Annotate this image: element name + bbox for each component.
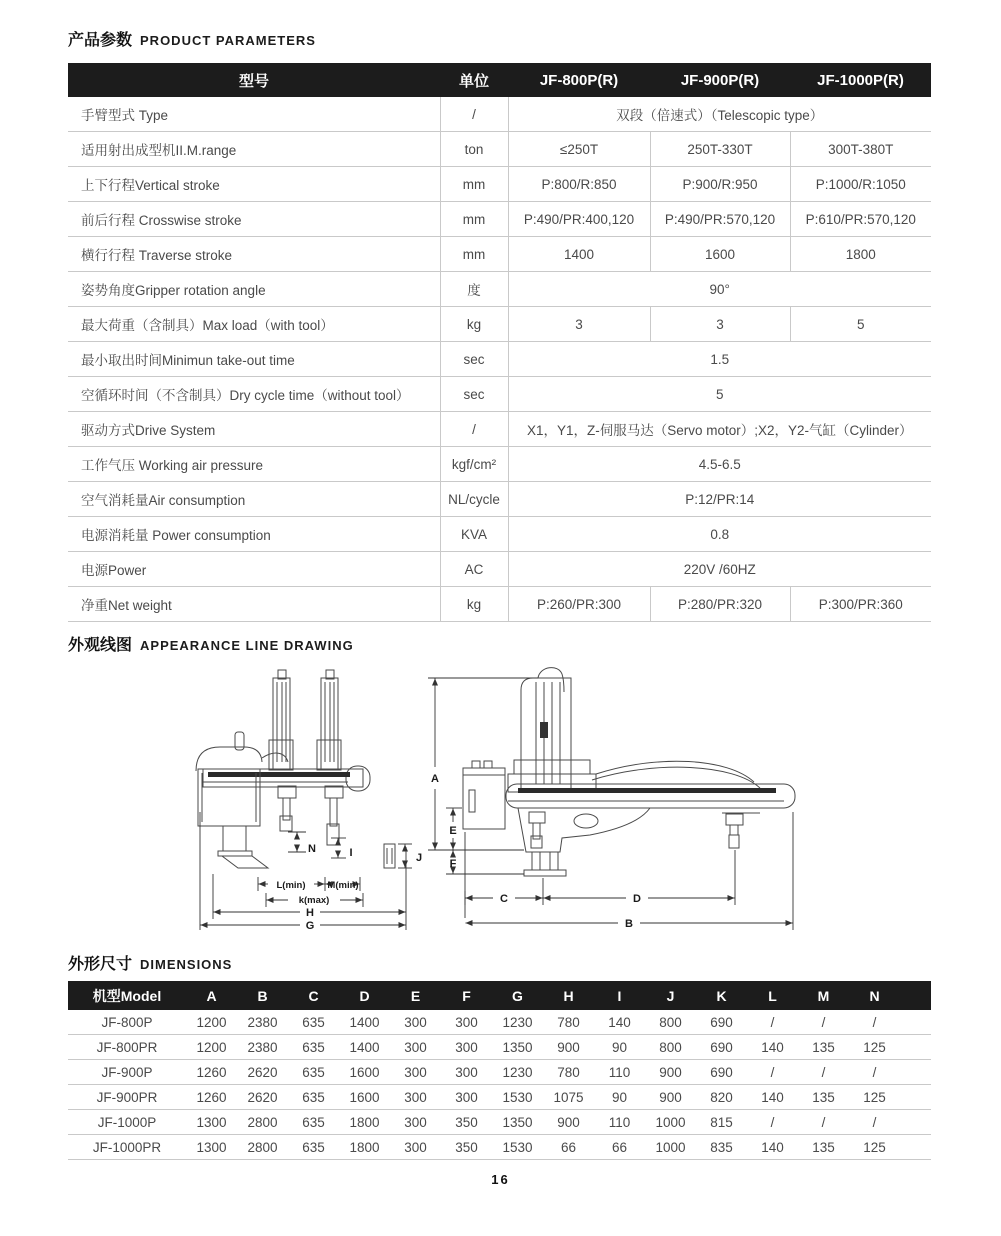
param-value-span: 4.5-6.5	[508, 447, 931, 482]
param-value: ≤250T	[508, 132, 650, 167]
param-label: 适用射出成型机II.M.range	[68, 132, 440, 167]
dims-row	[68, 1035, 931, 1060]
params-header-cell: JF-900P(R)	[650, 63, 790, 97]
dims-model: JF-800P	[68, 1010, 186, 1035]
param-value-span: 90°	[508, 272, 931, 307]
param-value: 1600	[650, 237, 790, 272]
section-title-dimensions	[68, 951, 232, 974]
section-title-zh: 外观线图	[68, 637, 133, 654]
dim-label-j: J	[415, 852, 423, 864]
dims-value: 90	[594, 1035, 645, 1060]
params-header-cell: JF-800P(R)	[508, 63, 650, 97]
dims-value: 1200	[186, 1010, 237, 1035]
param-label: 横行行程 Traverse stroke	[68, 237, 440, 272]
dimensions-table	[68, 981, 931, 1160]
param-value: P:260/PR:300	[508, 587, 650, 622]
dims-value: /	[849, 1060, 900, 1085]
param-value-span: P:12/PR:14	[508, 482, 931, 517]
dim-label-kmax: k(max)	[298, 895, 330, 906]
param-value: P:280/PR:320	[650, 587, 790, 622]
dims-header-cell: N	[849, 981, 900, 1010]
dim-label-d: D	[633, 893, 641, 905]
param-unit: mm	[440, 167, 508, 202]
param-label: 最小取出时间Minimun take-out time	[68, 342, 440, 377]
dims-header-cell: J	[645, 981, 696, 1010]
dims-value: 1600	[339, 1060, 390, 1085]
dims-value: 635	[288, 1110, 339, 1135]
dims-value: 2800	[237, 1135, 288, 1160]
dims-value: 900	[645, 1060, 696, 1085]
dims-value: 300	[390, 1060, 441, 1085]
dims-header-cell: L	[747, 981, 798, 1010]
dims-value: 635	[288, 1085, 339, 1110]
param-row	[68, 517, 931, 552]
param-value-span: 220V /60HZ	[508, 552, 931, 587]
dims-value: 125	[849, 1035, 900, 1060]
dims-value: 2800	[237, 1110, 288, 1135]
param-value: 250T-330T	[650, 132, 790, 167]
dim-label-e: E	[449, 825, 457, 837]
param-label: 空气消耗量Air consumption	[68, 482, 440, 517]
param-unit: kg	[440, 587, 508, 622]
dims-value: 690	[696, 1060, 747, 1085]
param-unit: mm	[440, 237, 508, 272]
dims-value: 125	[849, 1085, 900, 1110]
dims-model: JF-900P	[68, 1060, 186, 1085]
param-unit: mm	[440, 202, 508, 237]
dims-value: 2380	[237, 1010, 288, 1035]
param-row	[68, 377, 931, 412]
param-row	[68, 202, 931, 237]
dims-value: 1800	[339, 1110, 390, 1135]
param-row	[68, 307, 931, 342]
dims-value: 300	[390, 1135, 441, 1160]
param-value-span: 0.8	[508, 517, 931, 552]
dims-value: 1300	[186, 1135, 237, 1160]
dims-header-cell: B	[237, 981, 288, 1010]
section-title-zh: 产品参数	[68, 32, 133, 49]
dims-value: 1230	[492, 1010, 543, 1035]
params-header-cell: 型号	[68, 63, 440, 97]
param-unit: kgf/cm²	[440, 447, 508, 482]
dims-header-cell: H	[543, 981, 594, 1010]
dims-value: 2620	[237, 1085, 288, 1110]
dims-header-cell: K	[696, 981, 747, 1010]
dims-table-header	[68, 981, 931, 1010]
dims-value: 690	[696, 1035, 747, 1060]
dims-header-cell: G	[492, 981, 543, 1010]
dims-header-cell: I	[594, 981, 645, 1010]
dims-header-cell: 机型Model	[68, 981, 186, 1010]
param-row	[68, 167, 931, 202]
dims-value: 140	[594, 1010, 645, 1035]
dims-row	[68, 1010, 931, 1035]
dims-value: 66	[543, 1135, 594, 1160]
dims-value: 900	[543, 1110, 594, 1135]
section-title-zh: 外形尺寸	[68, 956, 133, 973]
dims-spacer	[900, 1135, 931, 1160]
dims-value: 815	[696, 1110, 747, 1135]
param-unit: sec	[440, 342, 508, 377]
dims-value: 1200	[186, 1035, 237, 1060]
dims-value: /	[747, 1010, 798, 1035]
dims-value: 1000	[645, 1110, 696, 1135]
params-table-body	[68, 97, 931, 622]
dim-label-n: N	[308, 843, 316, 855]
dims-row	[68, 1135, 931, 1160]
param-label: 手臂型式 Type	[68, 97, 440, 132]
dim-label-mmin: M(min)	[327, 880, 359, 891]
dims-value: 1230	[492, 1060, 543, 1085]
dims-value: 780	[543, 1010, 594, 1035]
param-label: 前后行程 Crosswise stroke	[68, 202, 440, 237]
param-value: 5	[790, 307, 931, 342]
param-row	[68, 447, 931, 482]
params-table-header	[68, 63, 931, 97]
dims-value: 140	[747, 1035, 798, 1060]
dims-value: /	[849, 1010, 900, 1035]
dims-value: 690	[696, 1010, 747, 1035]
dims-row	[68, 1060, 931, 1085]
dims-value: 135	[798, 1135, 849, 1160]
dims-value: 1800	[339, 1135, 390, 1160]
section-title-en: APPEARANCE LINE DRAWING	[140, 638, 354, 653]
dims-value: 900	[543, 1035, 594, 1060]
dims-value: 1600	[339, 1085, 390, 1110]
dims-row	[68, 1085, 931, 1110]
appearance-line-drawing	[188, 662, 813, 947]
param-value: 1800	[790, 237, 931, 272]
dims-value: 300	[390, 1035, 441, 1060]
param-value: P:300/PR:360	[790, 587, 931, 622]
dims-value: 780	[543, 1060, 594, 1085]
dimension-lines	[200, 678, 793, 930]
dims-value: 820	[696, 1085, 747, 1110]
dims-value: /	[798, 1110, 849, 1135]
dims-header-cell: E	[390, 981, 441, 1010]
dims-value: 350	[441, 1110, 492, 1135]
param-unit: kg	[440, 307, 508, 342]
dims-value: 1350	[492, 1035, 543, 1060]
dims-value: 110	[594, 1060, 645, 1085]
dims-value: 300	[441, 1010, 492, 1035]
dims-spacer	[900, 1060, 931, 1085]
dims-model: JF-1000PR	[68, 1135, 186, 1160]
param-value: P:490/PR:400,120	[508, 202, 650, 237]
dims-value: /	[747, 1110, 798, 1135]
dims-value: 90	[594, 1085, 645, 1110]
dims-value: 66	[594, 1135, 645, 1160]
param-unit: /	[440, 412, 508, 447]
param-value-span: X1，Y1，Z-伺服马达（Servo motor）;X2，Y2-气缸（Cylinder）	[508, 412, 931, 447]
dims-value: 125	[849, 1135, 900, 1160]
param-row	[68, 587, 931, 622]
dims-value: 800	[645, 1035, 696, 1060]
param-unit: KVA	[440, 517, 508, 552]
dims-value: 300	[390, 1085, 441, 1110]
dims-value: /	[849, 1110, 900, 1135]
dims-value: 350	[441, 1135, 492, 1160]
param-row	[68, 272, 931, 307]
dims-model: JF-1000P	[68, 1110, 186, 1135]
dims-value: 1000	[645, 1135, 696, 1160]
dims-value: 635	[288, 1060, 339, 1085]
param-value: 3	[508, 307, 650, 342]
dims-value: 110	[594, 1110, 645, 1135]
param-unit: sec	[440, 377, 508, 412]
param-label: 电源Power	[68, 552, 440, 587]
side-view-line-art	[463, 668, 795, 876]
dim-label-a: A	[431, 773, 439, 785]
param-value: P:1000/R:1050	[790, 167, 931, 202]
dims-table-body	[68, 1010, 931, 1160]
param-row	[68, 412, 931, 447]
param-label: 净重Net weight	[68, 587, 440, 622]
params-header-row	[68, 63, 931, 97]
dimension-labels	[276, 773, 641, 932]
front-view-line-art	[196, 670, 395, 868]
dims-spacer	[900, 1010, 931, 1035]
dims-value: 2380	[237, 1035, 288, 1060]
dim-label-h: H	[306, 907, 314, 919]
dim-label-i: I	[349, 847, 353, 859]
param-unit: AC	[440, 552, 508, 587]
param-row	[68, 132, 931, 167]
dims-value: 140	[747, 1085, 798, 1110]
param-value: P:610/PR:570,120	[790, 202, 931, 237]
dims-value: 835	[696, 1135, 747, 1160]
param-label: 空循环时间（不含制具）Dry cycle time（without tool）	[68, 377, 440, 412]
dims-value: 300	[441, 1085, 492, 1110]
param-label: 最大荷重（含制具）Max load（with tool）	[68, 307, 440, 342]
dims-value: /	[798, 1010, 849, 1035]
dims-value: 1400	[339, 1035, 390, 1060]
dims-spacer	[900, 1035, 931, 1060]
dims-value: 300	[390, 1010, 441, 1035]
dims-value: 635	[288, 1035, 339, 1060]
dim-label-f: F	[449, 858, 457, 870]
param-label: 驱动方式Drive System	[68, 412, 440, 447]
params-header-cell: 单位	[440, 63, 508, 97]
dims-model: JF-900PR	[68, 1085, 186, 1110]
param-unit: ton	[440, 132, 508, 167]
param-row	[68, 237, 931, 272]
dims-value: 1300	[186, 1110, 237, 1135]
dims-header-spacer	[900, 981, 931, 1010]
param-label: 上下行程Vertical stroke	[68, 167, 440, 202]
dims-value: 1260	[186, 1060, 237, 1085]
dims-value: 1400	[339, 1010, 390, 1035]
dims-value: 635	[288, 1135, 339, 1160]
param-value-span: 双段（倍速式）（Telescopic type）	[508, 97, 931, 132]
param-unit: 度	[440, 272, 508, 307]
dims-value: 2620	[237, 1060, 288, 1085]
param-value: P:800/R:850	[508, 167, 650, 202]
param-value: 3	[650, 307, 790, 342]
dims-value: 1530	[492, 1135, 543, 1160]
dims-row	[68, 1110, 931, 1135]
section-title-en: PRODUCT PARAMETERS	[140, 33, 316, 48]
param-row	[68, 482, 931, 517]
param-label: 工作气压 Working air pressure	[68, 447, 440, 482]
dims-value: 300	[441, 1060, 492, 1085]
dim-label-c: C	[500, 893, 508, 905]
dim-label-lmin: L(min)	[276, 880, 306, 891]
param-label: 姿势角度Gripper rotation angle	[68, 272, 440, 307]
section-title-parameters	[68, 27, 316, 50]
dims-model: JF-800PR	[68, 1035, 186, 1060]
dims-value: /	[798, 1060, 849, 1085]
param-value: 300T-380T	[790, 132, 931, 167]
param-unit: NL/cycle	[440, 482, 508, 517]
dims-header-row	[68, 981, 931, 1010]
dims-header-cell: C	[288, 981, 339, 1010]
param-value-span: 5	[508, 377, 931, 412]
param-label: 电源消耗量 Power consumption	[68, 517, 440, 552]
dims-value: 1260	[186, 1085, 237, 1110]
section-title-en: DIMENSIONS	[140, 957, 233, 972]
param-unit: /	[440, 97, 508, 132]
dims-header-cell: A	[186, 981, 237, 1010]
dims-value: 300	[390, 1110, 441, 1135]
product-parameters-table	[68, 63, 931, 622]
param-value: 1400	[508, 237, 650, 272]
dims-value: 1350	[492, 1110, 543, 1135]
dims-header-cell: F	[441, 981, 492, 1010]
dims-value: 135	[798, 1035, 849, 1060]
dim-label-g: G	[305, 920, 315, 932]
page-number: 16	[491, 1172, 510, 1187]
dims-value: 1530	[492, 1085, 543, 1110]
dims-value: 300	[441, 1035, 492, 1060]
dims-value: 800	[645, 1010, 696, 1035]
dims-spacer	[900, 1110, 931, 1135]
dims-value: 1075	[543, 1085, 594, 1110]
dims-spacer	[900, 1085, 931, 1110]
dims-value: 635	[288, 1010, 339, 1035]
params-header-cell: JF-1000P(R)	[790, 63, 931, 97]
dims-value: /	[747, 1060, 798, 1085]
param-row	[68, 342, 931, 377]
param-row	[68, 552, 931, 587]
param-value: P:900/R:950	[650, 167, 790, 202]
param-row	[68, 97, 931, 132]
dims-value: 140	[747, 1135, 798, 1160]
dims-header-cell: D	[339, 981, 390, 1010]
dims-value: 135	[798, 1085, 849, 1110]
param-value-span: 1.5	[508, 342, 931, 377]
dims-header-cell: M	[798, 981, 849, 1010]
dims-value: 900	[645, 1085, 696, 1110]
section-title-drawing	[68, 632, 354, 655]
param-value: P:490/PR:570,120	[650, 202, 790, 237]
dim-label-b: B	[625, 918, 633, 930]
